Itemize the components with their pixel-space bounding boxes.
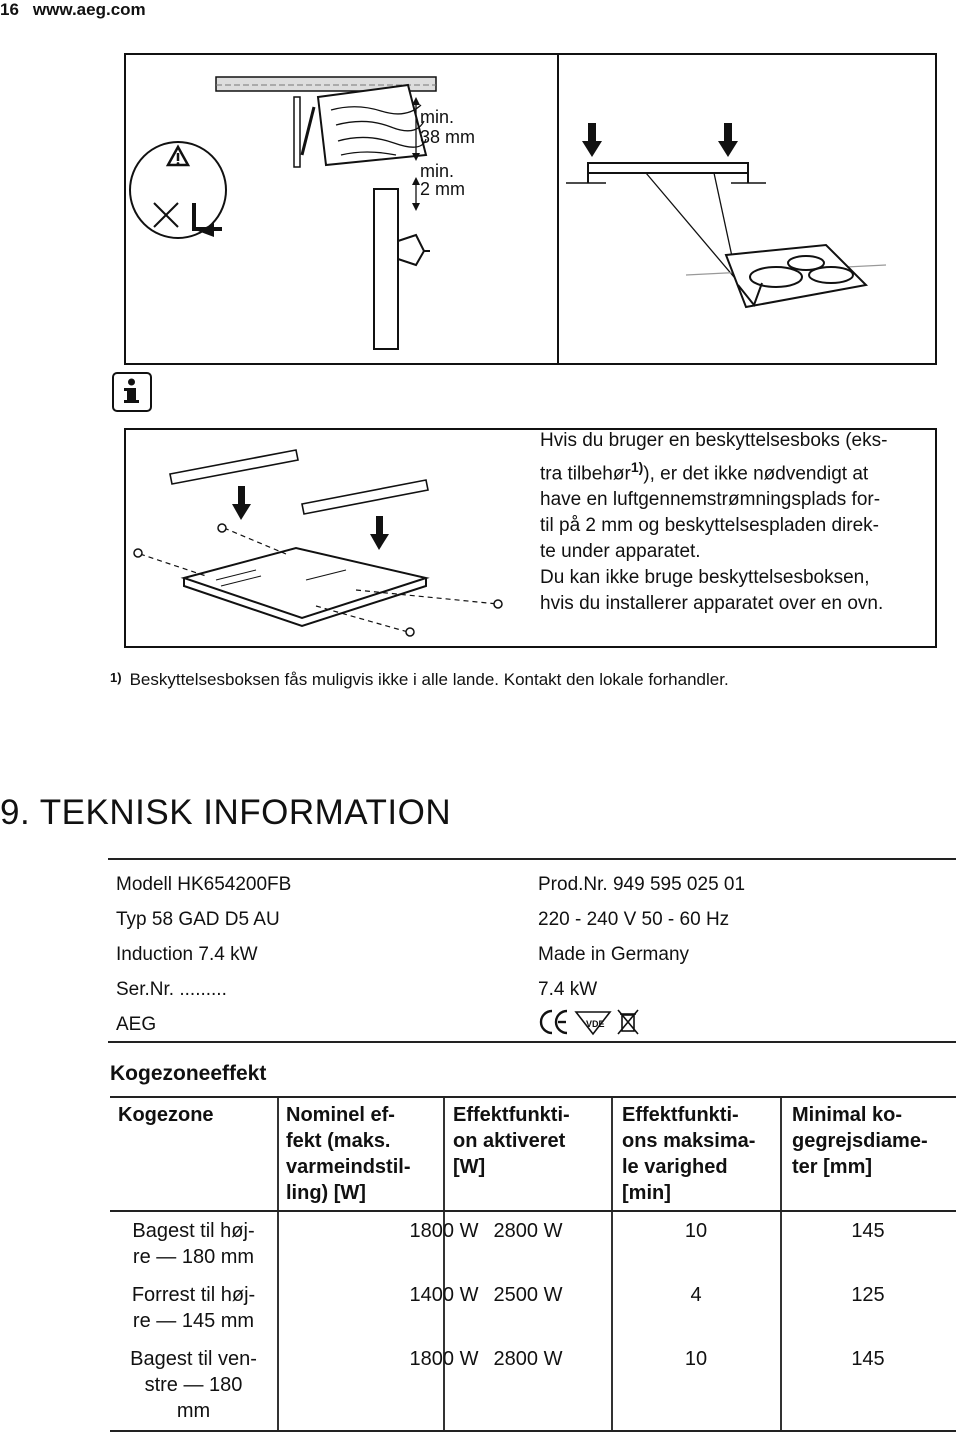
weee-bin-icon: [618, 1010, 638, 1034]
spec-brand: AEG: [116, 1014, 157, 1035]
header-diameter-line-2: gegrejsdiame-: [792, 1130, 928, 1152]
vde-mark-text: VDE: [586, 1019, 605, 1029]
row-2-zone-line-2: re — 145 mm: [132, 1310, 255, 1332]
footnote: [110, 670, 930, 690]
spec-right-column: [538, 867, 745, 1007]
header-nominal-line-3: varmeindstil-: [286, 1156, 411, 1178]
note-footnote-ref[interactable]: 1): [630, 459, 644, 475]
spec-serial: Ser.Nr. .........: [116, 979, 227, 1000]
table-row-3-zone: [110, 1346, 277, 1424]
table-row-2-nominal: 1400 W: [409, 1284, 479, 1306]
protection-box-figure: [124, 428, 937, 648]
note-line-5: te under apparatet.: [540, 541, 701, 563]
table-row-2-duration: 4: [690, 1284, 702, 1306]
header-booster-line-2: on aktiveret: [453, 1130, 566, 1152]
spec-top-rule: [108, 858, 956, 860]
protection-box-illustration: [126, 430, 526, 646]
warning-icon: [130, 142, 226, 238]
installation-figure: [124, 53, 937, 365]
installation-illustration: [126, 55, 935, 363]
row-3-zone-line-2: stre — 180: [144, 1374, 243, 1396]
website-link[interactable]: www.aeg.com: [32, 0, 146, 19]
info-icon: [112, 372, 152, 412]
spec-type: Typ 58 GAD D5 AU: [116, 909, 280, 930]
header-zone: [118, 1102, 273, 1128]
header-duration-line-1: Effektfunkti-: [622, 1104, 739, 1126]
header-duration-line-2: ons maksima-: [622, 1130, 756, 1152]
footnote-mark: 1): [110, 670, 122, 685]
spec-left-column: [116, 867, 291, 1042]
spec-model: Modell HK654200FB: [116, 874, 292, 895]
clearance-2-label-1: min.: [420, 161, 455, 181]
table-row-1-nominal: 1800 W: [409, 1220, 479, 1242]
note-line-7: hvis du installerer apparatet over en ovn.: [540, 593, 884, 615]
header-min-diameter: [792, 1102, 952, 1180]
spec-bottom-rule: [108, 1041, 956, 1043]
header-duration-line-3: le varighed: [622, 1156, 728, 1178]
certification-marks: [534, 1006, 644, 1036]
table-row-1-zone: [110, 1218, 277, 1270]
row-3-zone-line-1: Bagest til ven-: [130, 1348, 257, 1370]
header-zone-line-1: Kogezone: [118, 1104, 214, 1126]
clearance-38-label-1: min.: [420, 107, 455, 127]
table-row-1-diameter: 145: [851, 1220, 885, 1242]
header-nominal-line-4: ling) [W]: [286, 1182, 366, 1204]
table-row-2-booster: 2500 W: [493, 1284, 563, 1306]
clearance-2-label-2: 2 mm: [420, 179, 465, 199]
table-row-2-diameter: 125: [851, 1284, 885, 1306]
section-title: 9. TEKNISK INFORMATION: [0, 793, 452, 832]
header-nominal-line-2: fekt (maks.: [286, 1130, 391, 1152]
page-header: [0, 0, 146, 20]
clearance-38-label-2: 38 mm: [420, 127, 476, 147]
header-booster-power: [453, 1102, 608, 1180]
protection-box-note: [540, 430, 934, 617]
hob-detail-drawing: [566, 123, 886, 307]
note-line-2a: tra tilbehør: [540, 463, 631, 485]
row-1-zone-line-1: Bagest til høj-: [132, 1220, 255, 1242]
spec-origin: Made in Germany: [538, 944, 690, 965]
row-1-zone-line-2: re — 180 mm: [132, 1246, 255, 1268]
note-line-2b: ), er det ikke nødvendigt at: [643, 463, 869, 485]
note-line-6: Du kan ikke bruge beskyttelsesboksen,: [540, 567, 870, 589]
vde-mark-icon: [576, 1012, 610, 1034]
ce-mark-icon: [541, 1011, 567, 1033]
zones-title: Kogezoneeffekt: [110, 1062, 267, 1085]
header-nominal-power: [286, 1102, 441, 1206]
table-row-3-nominal: 1800 W: [409, 1348, 479, 1370]
table-row-2-zone: [110, 1282, 277, 1334]
header-diameter-line-1: Minimal ko-: [792, 1104, 903, 1126]
note-line-1: Hvis du bruger en beskyttelsesboks (eks-: [540, 430, 888, 451]
page-number: 16: [0, 0, 19, 19]
row-2-zone-line-1: Forrest til høj-: [131, 1284, 256, 1306]
header-nominal-line-1: Nominel ef-: [286, 1104, 395, 1126]
table-row-1-booster: 2800 W: [493, 1220, 563, 1242]
header-max-duration: [622, 1102, 777, 1206]
spec-prod-nr: Prod.Nr. 949 595 025 01: [538, 874, 746, 895]
row-3-zone-line-3: mm: [176, 1400, 211, 1422]
header-booster-line-3: [W]: [453, 1156, 486, 1178]
spec-power: 7.4 kW: [538, 979, 598, 1000]
header-diameter-line-3: ter [mm]: [792, 1156, 873, 1178]
footnote-text: Beskyttelsesboksen fås muligvis ikke i alle lande. Kontakt den lokale forhandler.: [129, 670, 729, 689]
spec-induction: Induction 7.4 kW: [116, 944, 258, 965]
zones-table: [110, 1098, 956, 1432]
table-row-1-duration: 10: [684, 1220, 708, 1242]
table-row-3-diameter: 145: [851, 1348, 885, 1370]
cabinet-drawing: [374, 189, 430, 349]
spec-voltage: 220 - 240 V 50 - 60 Hz: [538, 909, 730, 930]
header-booster-line-1: Effektfunkti-: [453, 1104, 570, 1126]
header-duration-line-4: [min]: [622, 1182, 671, 1204]
table-row-3-duration: 10: [684, 1348, 708, 1370]
worktop-drawing: [216, 77, 436, 167]
table-row-3-booster: 2800 W: [493, 1348, 563, 1370]
note-line-4: til på 2 mm og beskyttelsespladen direk-: [540, 515, 879, 537]
note-line-3: have en luftgennemstrømningsplads for-: [540, 489, 881, 511]
